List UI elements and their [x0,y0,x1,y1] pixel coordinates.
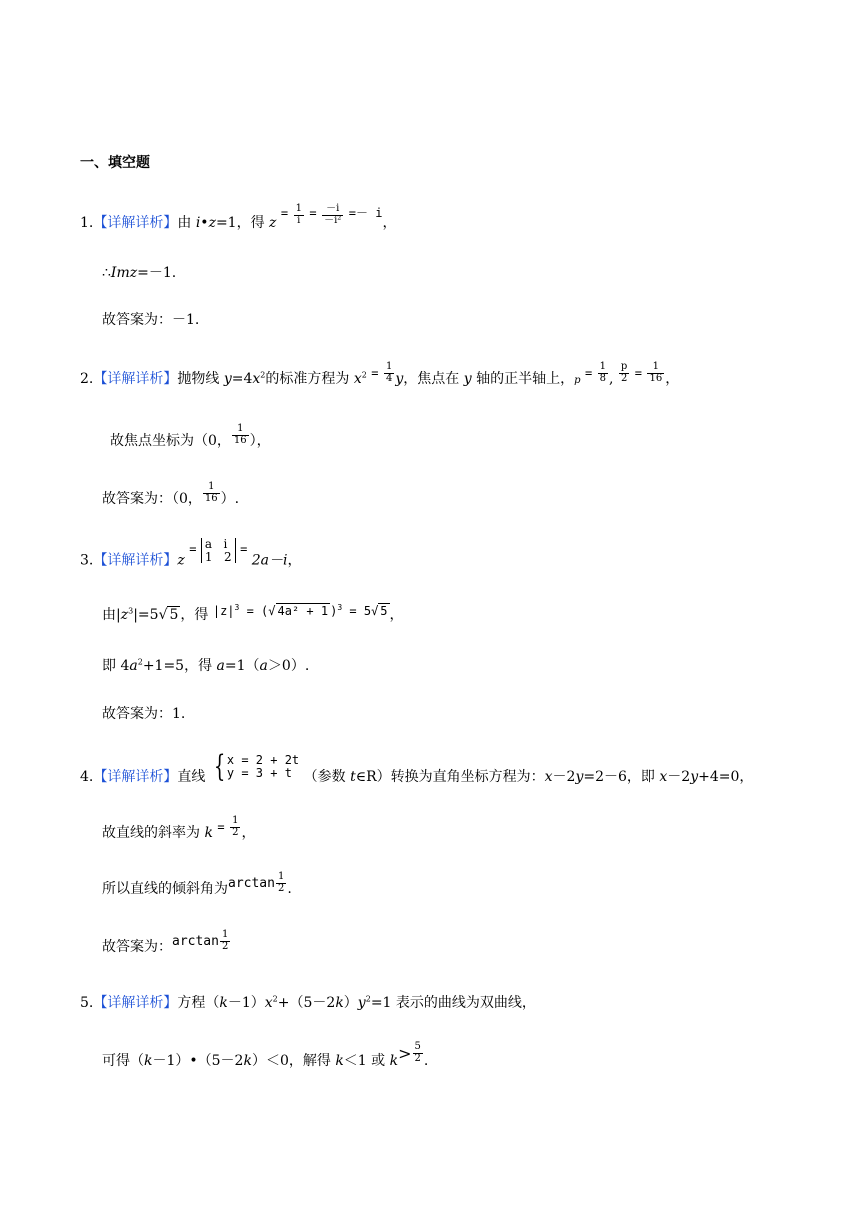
item-3-line-1: 3.【详解详析】z = a i 1 2 = 2a－i， [80,537,302,569]
fraction: $\frac{1}{2}$ [277,871,285,894]
fraction: $\frac{1}{8}$ [599,361,607,384]
fraction: $\frac{p}{2}$ [620,361,628,384]
item-number: 3. [80,552,94,569]
item-4-line-1: 4.【详解详析】直线 { x = 2 + 2t y = 3 + t （参数 t∈R）转换为直角坐标方程为：x－2y=2－6，即 x－2y+4=0， [80,749,754,785]
answer-tag: 【详解详析】 [93,995,178,1011]
item-number: 5. [80,995,94,1011]
fraction: $\frac{5}{2}$ [414,1041,421,1064]
fraction: $\frac{-i}{\text{－i²}}$ [324,203,342,226]
item-1-line-2: ∴Imz=－1. [102,265,177,281]
answer-tag: 【详解详析】 [93,371,178,387]
answer-tag: 【详解详析】 [93,215,178,231]
item-4-answer: 故答案为：arctan $\frac{1}{2}$ [102,929,229,955]
answer-tag: 【详解详析】 [93,769,178,785]
item-1-answer: 故答案为：－1. [102,312,200,328]
item-4-line-3: 所以直线的倾斜角为arctan $\frac{1}{2}$ . [102,871,292,897]
item-4-line-2: 故直线的斜率为 k = $\frac{1}{2}$ ， [102,815,256,841]
determinant: a i 1 2 [201,538,236,563]
item-number: 4. [80,769,94,785]
section-title: 一、填空题 [80,155,150,171]
item-number: 1. [80,215,94,231]
item-2-line-1: 2.【详解详析】抛物线 $y=4x^2$的标准方程为 $x^2$ = $\frac{1}{4}$ y，焦点在 y 轴的正半轴上，p = $\frac{1}{8}$ , $\frac{p}{2}$ = $\frac{1}{16}$ ， [80,361,680,387]
brace: { [213,749,226,784]
item-number: 2. [80,371,94,387]
item-3-line-2: 由$|z^3|=5√$ 5 ，得 $|z|^3$ = (√ 4a² + 1 )$^3$ = 5√ 5 ， [102,603,404,623]
item-2-line-2: 故焦点坐标为（0， $\frac{1}{16}$ ）， [110,423,271,449]
item-2-answer: 故答案为：（0， $\frac{1}{16}$ ）. [102,481,240,507]
answer-tag: 【详解详析】 [93,552,178,569]
fraction: $\frac{1}{16}$ [233,423,247,446]
fraction: $\frac{1}{2}$ [232,815,239,838]
item-5-line-2: 可得（k－1）•（5－2k）＜0，解得 k＜1 或 k> $\frac{5}{2}$ . [102,1041,429,1069]
item-1-line-1: 1.【详解详析】由 i•z=1，得 z = $\frac{1}{i}$ = $\frac{-i}{\text{－i²}}$ =－ i， [80,203,397,231]
fraction: $\frac{1}{16}$ [204,481,218,504]
fraction: $\frac{1}{i}$ [295,203,302,226]
item-3-line-3: 即 $4a^2+1=5$，得 a=1（a＞0）. [102,657,310,674]
item-5-line-1: 5.【详解详析】方程$(k-1)x^2+(5-2k)y^2=1$ 表示的曲线为双曲线， [80,994,536,1011]
equation-system: x = 2 + 2t y = 3 + t [226,752,300,780]
fraction: $\frac{1}{16}$ [649,361,663,384]
fraction: $\frac{1}{2}$ [221,929,229,952]
item-3-answer: 故答案为：1. [102,706,186,722]
fraction: $\frac{1}{4}$ [385,361,393,384]
